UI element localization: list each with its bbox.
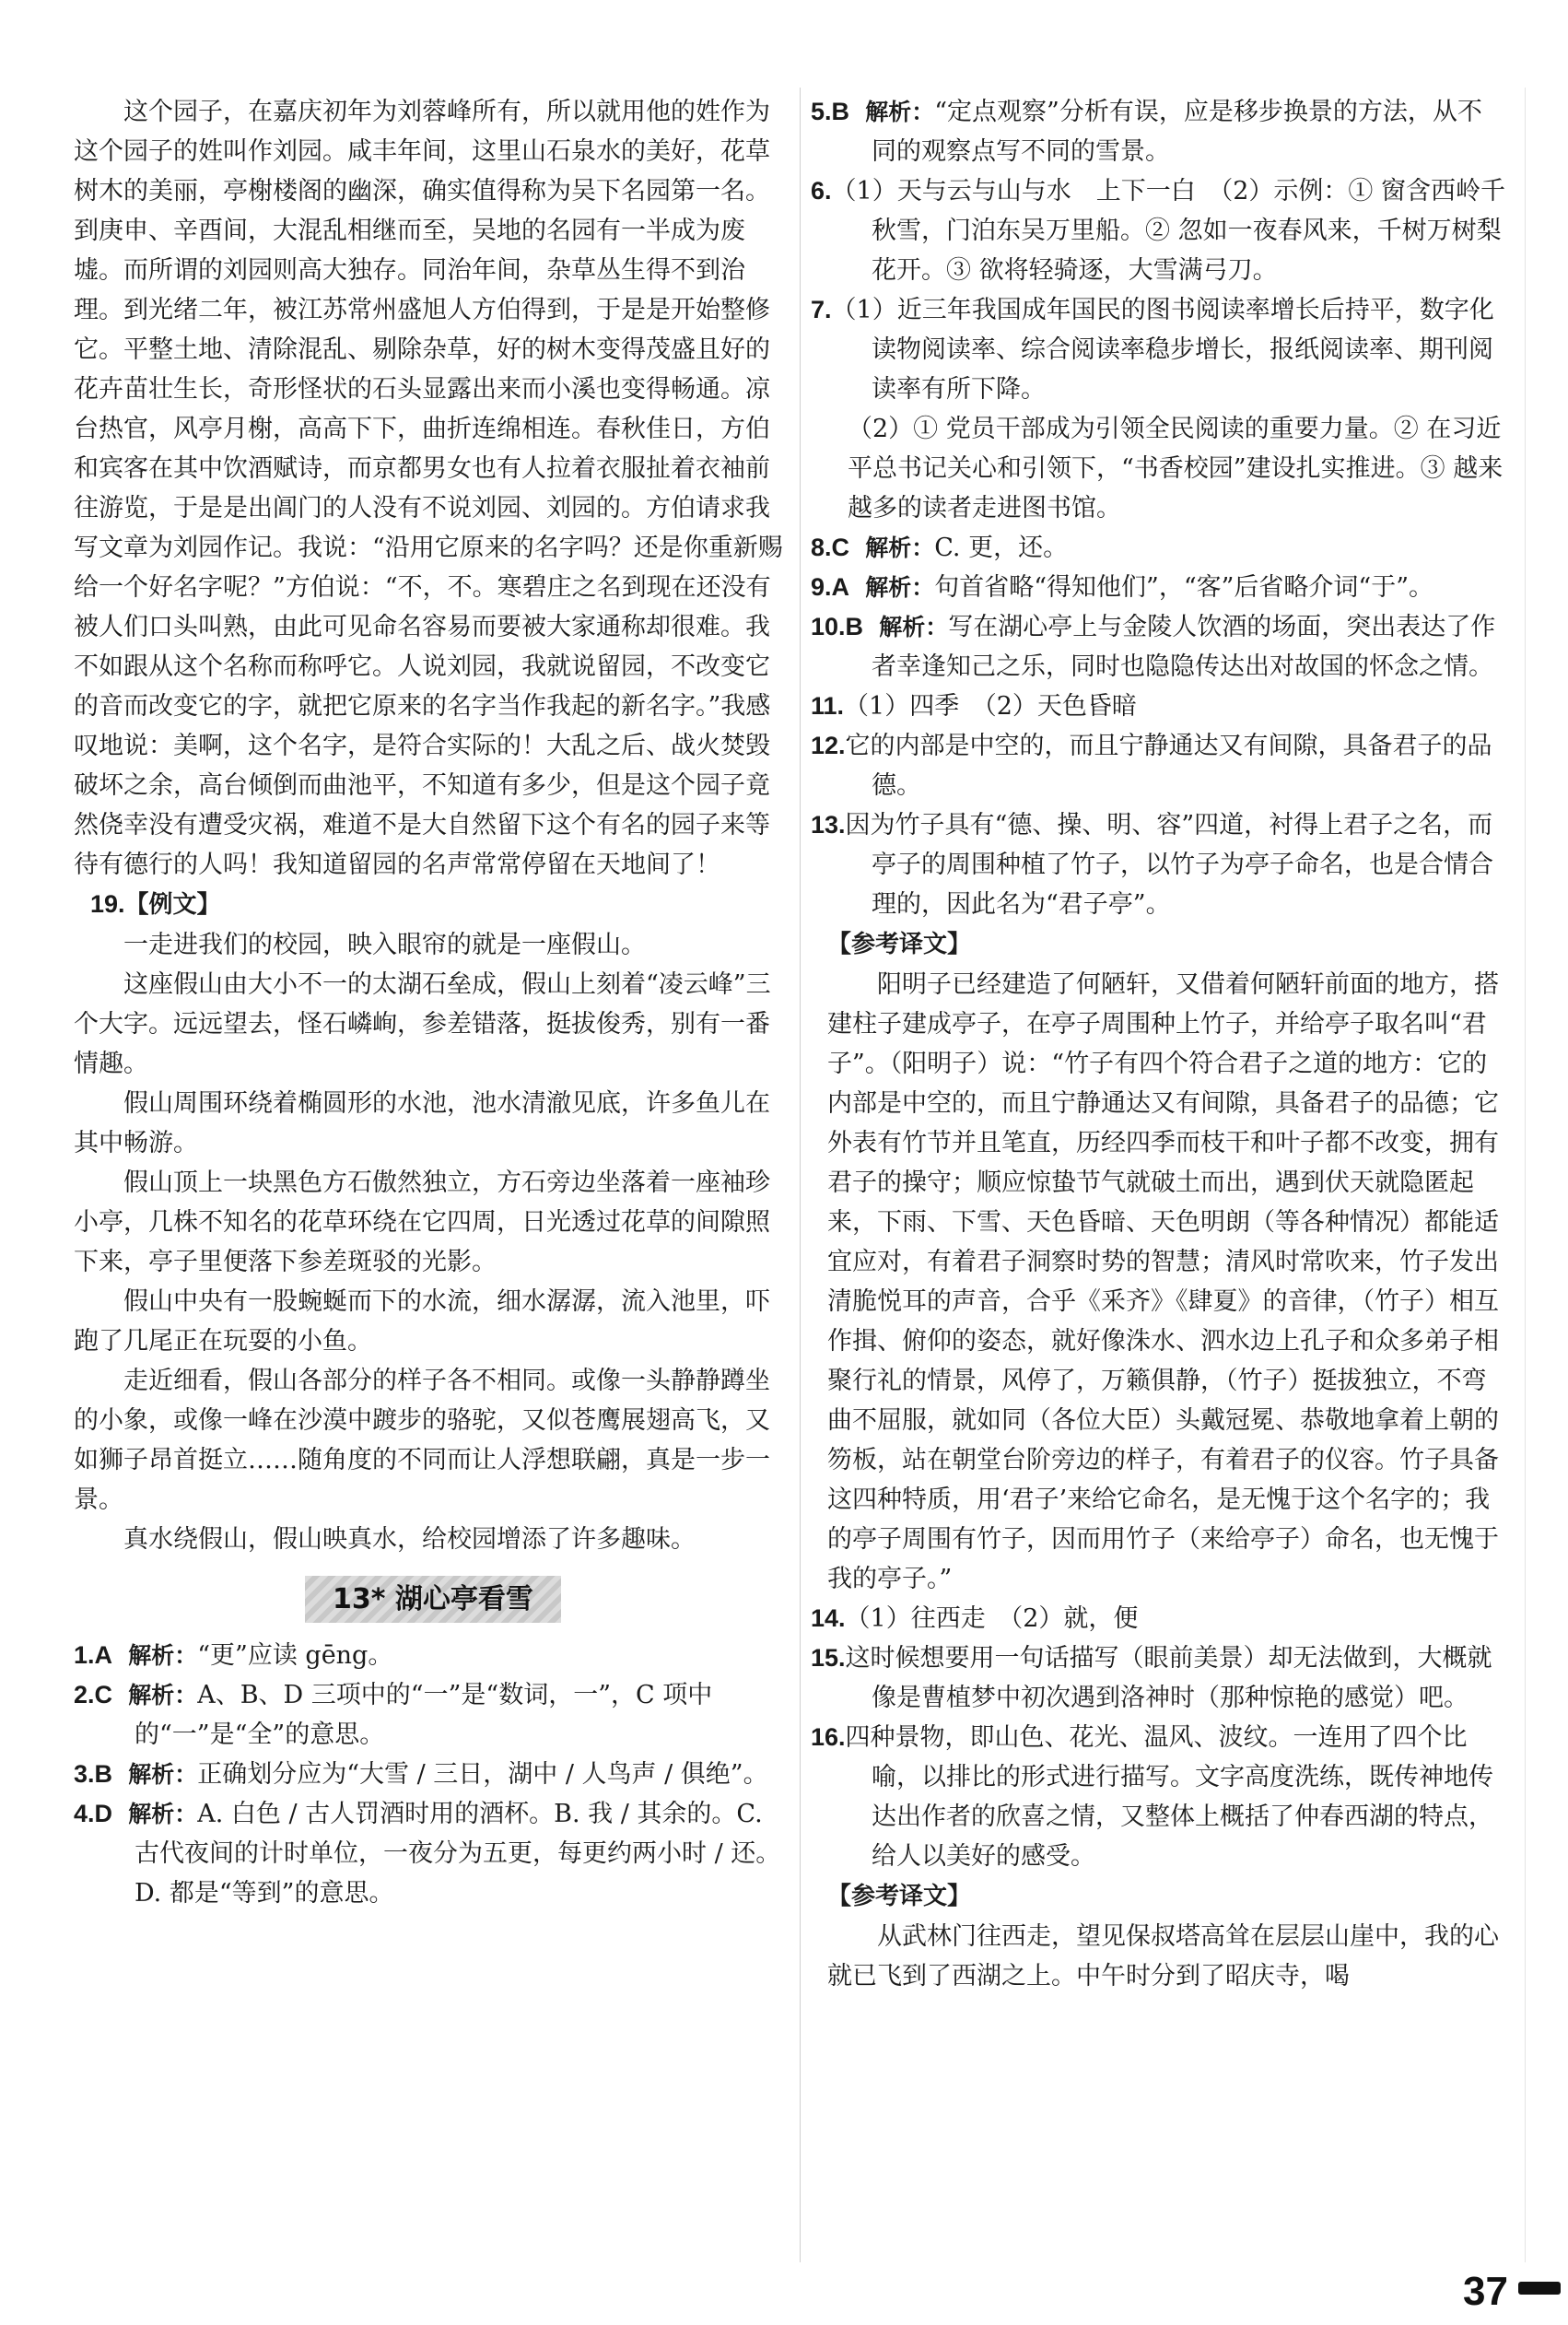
right-margin-rule <box>1525 88 1526 2262</box>
answer-item <box>74 1636 792 1675</box>
answer-number: 8. <box>811 534 832 561</box>
answer-number: 9. <box>811 573 832 601</box>
answer-text: 这时候想要用一句话描写（眼前美景）却无法做到，大概就像是曹植梦中初次遇到洛神时（那种惊艳的感觉）吧。 <box>845 1644 1492 1712</box>
answer-item <box>74 1755 792 1794</box>
answer-text: 写在湖心亭上与金陵人饮酒的场面，突出表达了作者幸逢知己之乐，同时也隐隐传达出对故国的怀念之情。 <box>872 613 1496 681</box>
essay-paragraph: 真水绕假山，假山映真水，给校园增添了许多趣味。 <box>123 1525 696 1554</box>
q19-tag: 【例文】 <box>124 891 221 919</box>
essay-paragraph: 这座假山由大小不一的太湖石垒成，假山上刻着“凌云峰”三个大字。远远望去，怪石嶙峋，参差错落，挺拔俊秀，别有一番情趣。 <box>74 970 771 1078</box>
analysis-label: 解析： <box>128 1642 198 1669</box>
section-title-text: 13* 湖心亭看雪 <box>305 1576 561 1623</box>
answer-item <box>811 1599 1506 1638</box>
reference-translation-text: 阳明子已经建造了何陋轩，又借着何陋轩前面的地方，搭建柱子建成亭子，在亭子周围种上竹子，并给亭子取名叫“君子”。（阳明子）说：“竹子有四个符合君子之道的地方：它的内部是中空的，而且宁静通达又有间隙，具备君子的品德；它外表有竹节并且笔直，历经四季而枝干和叶子都不改变，拥有君子的操守；顺应惊蛰节气就破土而出，遇到伏天就隐匿起来，下雨、下雪、天色昏暗、天色明朗（等各种情况）都能适宜应对，有着君子洞察时势的智慧；清风时常吹来，竹子发出清脆悦耳的声音，合乎《釆齐》《肆夏》的音律，（竹子）相互作揖、俯仰的姿态，就好像洙水、泗水边上孔子和众多弟子相聚行礼的情景，风停了，万籁俱静，（竹子）挺拔独立，不弯曲不屈服，就如同（各位大臣）头戴冠冕、恭敬地拿着上朝的笏板，站在朝堂台阶旁边的样子，有着君子的仪容。竹子具备这四种特质，用‘君子’来给它命名，是无愧于这个名字的；我的亭子周围有竹子，因而用竹子（来给亭子）命名，也无愧于我的亭子。” <box>827 970 1499 1593</box>
answer-text: 句首省略“得知他们”，“客”后省略介词“于”。 <box>934 573 1434 602</box>
answer-number: 4. <box>74 1800 95 1827</box>
answer-text: 四种景物，即山色、花光、温风、波纹。一连用了四个比喻，以排比的形式进行描写。文字高度洗练，既传神地传达出作者的欣喜之情，又整体上概括了仲春西湖的特点，给人以美好的感受。 <box>845 1723 1493 1871</box>
analysis-label: 解析： <box>879 614 949 640</box>
answer-text: A、B、D 三项中的“一”是“数词，一”，C 项中的“一”是“全”的意思。 <box>135 1681 713 1749</box>
answer-item <box>811 1638 1506 1718</box>
answer-number: 14. <box>811 1604 846 1632</box>
answer-item <box>811 171 1506 290</box>
answer-item <box>74 1675 792 1755</box>
answer-choice: C <box>94 1681 113 1709</box>
answer-choice: C <box>831 534 850 561</box>
essay-paragraph: 假山中央有一股蜿蜒而下的水流，细水潺潺，流入池里，吓跑了几尾正在玩耍的小鱼。 <box>74 1287 770 1356</box>
analysis-label: 解析： <box>128 1801 198 1827</box>
analysis-label: 解析： <box>865 574 935 601</box>
answer-text: （1）天与云与山与水 上下一白 （2）示例：① 窗含西岭千秋雪，门泊东吴万里船。② 忽如一夜春风来，千树万树梨花开。③ 欲将轻骑逐，大雪满弓刀。 <box>831 177 1505 285</box>
answer-choice: A <box>831 573 850 601</box>
page-number: 37 <box>1463 2269 1508 2314</box>
analysis-label: 解析： <box>128 1682 198 1709</box>
reference-translation-heading <box>811 924 1506 965</box>
analysis-label: 解析： <box>865 534 935 561</box>
answer-item <box>811 805 1506 924</box>
answer-number: 6. <box>811 177 832 205</box>
answer-text: 因为竹子具有“德、操、明、容”四道，衬得上君子之名，而亭子的周围种植了竹子，以竹子为亭子命名，也是合情合理的，因此名为“君子亭”。 <box>845 811 1493 919</box>
answer-choice: B <box>831 98 850 125</box>
section-title <box>74 1576 792 1623</box>
answer-text: （1）四季 （2）天色昏暗 <box>844 692 1137 721</box>
answer-item <box>811 726 1506 805</box>
answer-choice: D <box>94 1800 113 1827</box>
reference-translation-tag: 【参考译文】 <box>827 931 972 958</box>
reference-translation-text: 从武林门往西走，望见保叔塔高耸在层层山崖中，我的心就已飞到了西湖之上。中午时分到了昭庆寺，喝 <box>827 1922 1499 1990</box>
answer-number: 13. <box>811 811 846 839</box>
answer-item <box>74 1794 792 1913</box>
answer-number: 2. <box>74 1681 95 1709</box>
answer-subitem: （2）① 党员干部成为引领全民阅读的重要力量。② 在习近平总书记关心和引领下，“书香校园”建设扎实推进。③ 越来越多的读者走进图书馆。 <box>848 415 1504 523</box>
answer-item <box>811 528 1506 568</box>
q19-number: 19. <box>90 890 125 918</box>
analysis-label: 解析： <box>865 99 935 125</box>
answer-item <box>811 92 1506 171</box>
answer-number: 5. <box>811 98 832 125</box>
right-column <box>811 92 1506 1996</box>
answer-text: A. 白色 / 古人罚酒时用的酒杯。B. 我 / 其余的。C. 古代夜间的计时单位，一夜分为五更，每更约两小时 / 还。D. 都是“等到”的意思。 <box>135 1800 781 1908</box>
answer-number: 7. <box>811 296 832 323</box>
answer-text: 正确划分应为“大雪 / 三日，湖中 / 人鸟声 / 俱绝”。 <box>197 1760 768 1789</box>
translation-paragraph: 这个园子，在嘉庆初年为刘蓉峰所有，所以就用他的姓作为这个园子的姓叫作刘园。咸丰年间，这里山石泉水的美好，花草树木的美丽，亭榭楼阁的幽深，确实值得称为吴下名园第一名。到庚申、辛酉间，大混乱相继而至，吴地的名园有一半成为废墟。而所谓的刘园则高大独存。同治年间，杂草丛生得不到治理。到光绪二年，被江苏常州盛旭人方伯得到，于是是开始整修它。平整土地、清除混乱、剔除杂草，好的树木变得茂盛且好的花卉苗壮生长，奇形怪状的石头显露出来而小溪也变得畅通。凉台热官，风亭月榭，高高下下，曲折连绵相连。春秋佳日，方伯和宾客在其中饮酒赋诗，而京都男女也有人拉着衣服扯着衣袖前往游览，于是是出阊门的人没有不说刘园、刘园的。方伯请求我写文章为刘园作记。我说：“沿用它原来的名字吗？还是你重新赐给一个好名字呢？”方伯说：“不，不。寒碧庄之名到现在还没有被人们口头叫熟，由此可见命名容易而要被大家通称却很难。我不如跟从这个名称而称呼它。人说刘园，我就说留园，不改变它的音而改变它的字，就把它原来的名字当作我起的新名字。”我感叹地说：美啊，这个名字，是符合实际的！大乱之后、战火焚毁破坏之余，高台倾倒而曲池平，不知道有多少，但是这个园子竟然侥幸没有遭受灾祸，难道不是大自然留下这个有名的园子来等待有德行的人吗！我知道留园的名声常常停留在天地间了！ <box>74 98 783 879</box>
answer-text: “更”应读 gēng。 <box>197 1641 393 1670</box>
answer-choice: B <box>94 1760 113 1788</box>
essay-paragraph: 走近细看，假山各部分的样子各不相同。或像一头静静蹲坐的小象，或像一峰在沙漠中踱步的骆驼，又似苍鹰展翅高飞，又如狮子昂首挺立……随角度的不同而让人浮想联翩，真是一步一景。 <box>74 1367 770 1514</box>
q19-heading <box>74 885 792 925</box>
answer-number: 12. <box>811 732 846 759</box>
answer-text: 它的内部是中空的，而且宁静通达又有间隙，具备君子的品德。 <box>845 732 1492 800</box>
answer-number: 16. <box>811 1723 846 1751</box>
essay-paragraph: 一走进我们的校园，映入眼帘的就是一座假山。 <box>123 931 646 959</box>
page-number-bar <box>1518 2282 1561 2295</box>
essay-paragraph: 假山周围环绕着椭圆形的水池，池水清澈见底，许多鱼儿在其中畅游。 <box>74 1089 770 1157</box>
essay-paragraph: 假山顶上一块黑色方石傲然独立，方石旁边坐落着一座袖珍小亭，几株不知名的花草环绕在它四周，日光透过花草的间隙照下来，亭子里便落下参差斑驳的光影。 <box>74 1168 770 1276</box>
answer-number: 1. <box>74 1641 95 1669</box>
answer-text: “定点观察”分析有误，应是移步换景的方法，从不同的观察点写不同的雪景。 <box>872 98 1482 166</box>
analysis-label: 解析： <box>128 1761 198 1788</box>
reference-translation-tag: 【参考译文】 <box>827 1883 972 1910</box>
answer-text: （1）近三年我国成年国民的图书阅读率增长后持平，数字化读物阅读率、综合阅读率稳步增长，报纸阅读率、期刊阅读率有所下降。 <box>831 296 1494 404</box>
answer-choice: B <box>845 613 864 640</box>
answer-item <box>811 607 1506 687</box>
answer-number: 15. <box>811 1644 846 1672</box>
left-column <box>74 92 792 1913</box>
answer-item <box>811 687 1506 726</box>
column-divider <box>800 88 801 2262</box>
answer-number: 10. <box>811 613 846 640</box>
answer-number: 11. <box>811 692 845 720</box>
answer-item <box>811 568 1506 607</box>
answer-item <box>811 1718 1506 1876</box>
answer-choice: A <box>94 1641 113 1669</box>
answer-number: 3. <box>74 1760 95 1788</box>
reference-translation-heading <box>811 1876 1506 1917</box>
answer-item <box>811 290 1506 409</box>
answer-text: （1）往西走 （2）就，便 <box>845 1604 1139 1633</box>
answer-text: C. 更，还。 <box>934 534 1069 562</box>
